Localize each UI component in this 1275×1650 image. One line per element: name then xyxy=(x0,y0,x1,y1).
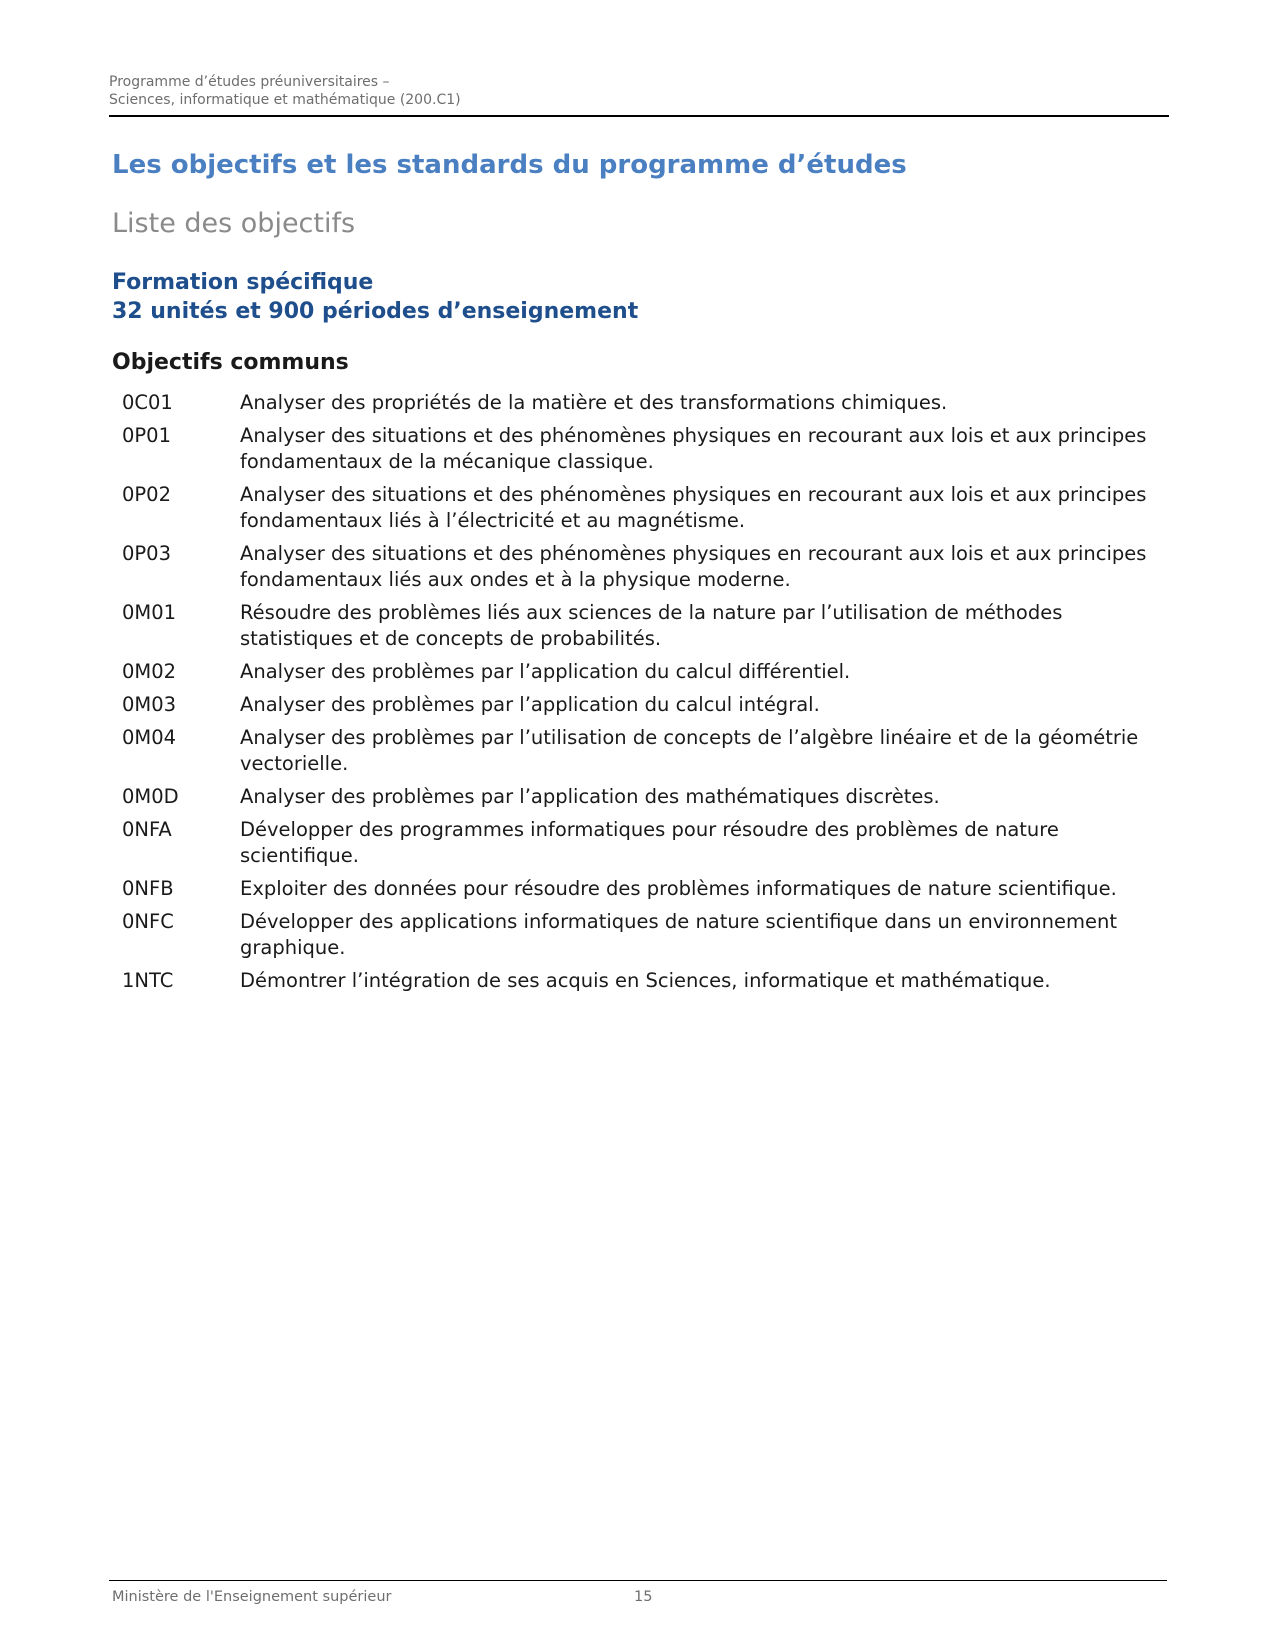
objective-row xyxy=(122,600,1162,652)
objective-code: 0M03 xyxy=(122,693,177,716)
objective-text: Analyser des problèmes par l’application des mathématiques discrètes. xyxy=(240,785,940,808)
objective-text: Analyser des problèmes par l’application du calcul intégral. xyxy=(240,693,820,716)
page-header xyxy=(109,73,1169,109)
objective-row xyxy=(122,659,1162,685)
objective-text: Démontrer l’intégration de ses acquis en Sciences, informatique et mathématique. xyxy=(240,969,1051,992)
page-subtitle: Liste des objectifs xyxy=(112,208,356,239)
objective-text: Analyser des problèmes par l’utilisation de concepts de l’algèbre linéaire et de la géométrie vectorielle. xyxy=(240,726,1139,775)
footer-rule xyxy=(109,1580,1167,1581)
objective-code: 0C01 xyxy=(122,391,173,414)
header-line-1: Programme d’études préuniversitaires – xyxy=(109,74,390,90)
formation-line-2: 32 unités et 900 périodes d’enseignement xyxy=(112,299,639,324)
objective-row xyxy=(122,482,1162,534)
objective-row xyxy=(122,909,1162,961)
objective-row xyxy=(122,692,1162,718)
objective-row xyxy=(122,390,1162,416)
objective-row xyxy=(122,784,1162,810)
objective-text: Analyser des problèmes par l’application du calcul différentiel. xyxy=(240,660,851,683)
formation-line-1: Formation spécifique xyxy=(112,270,374,295)
header-line-2: Sciences, informatique et mathématique (200.C1) xyxy=(109,92,461,108)
objective-code: 0NFC xyxy=(122,910,174,933)
objective-text: Analyser des situations et des phénomènes physiques en recourant aux lois et aux principes fondamentaux liés aux ondes et à la physique moderne. xyxy=(240,542,1147,591)
page-title: Les objectifs et les standards du programme d’études xyxy=(112,150,907,180)
objective-text: Développer des programmes informatiques pour résoudre des problèmes de nature scientifique. xyxy=(240,818,1059,867)
objective-row xyxy=(122,423,1162,475)
footer-ministry: Ministère de l'Enseignement supérieur xyxy=(112,1589,392,1605)
objective-text: Analyser des situations et des phénomènes physiques en recourant aux lois et aux principes fondamentaux de la mécanique classique. xyxy=(240,424,1147,473)
objective-row xyxy=(122,725,1162,777)
objective-code: 0P03 xyxy=(122,542,171,565)
objective-code: 0M0D xyxy=(122,785,179,808)
objective-code: 0NFB xyxy=(122,877,174,900)
header-rule xyxy=(109,115,1169,117)
section-heading: Objectifs communs xyxy=(112,350,349,375)
objective-code: 0M02 xyxy=(122,660,177,683)
objective-text: Développer des applications informatiques de nature scientifique dans un environnement graphique. xyxy=(240,910,1117,959)
objective-code: 0M04 xyxy=(122,726,177,749)
formation-heading xyxy=(112,268,638,326)
objective-code: 1NTC xyxy=(122,969,174,992)
objective-row xyxy=(122,817,1162,869)
objective-text: Analyser des propriétés de la matière et des transformations chimiques. xyxy=(240,391,948,414)
objective-text: Exploiter des données pour résoudre des problèmes informatiques de nature scientifique. xyxy=(240,877,1117,900)
objective-code: 0P02 xyxy=(122,483,171,506)
objective-text: Analyser des situations et des phénomènes physiques en recourant aux lois et aux principes fondamentaux liés à l’électricité et au magnétisme. xyxy=(240,483,1147,532)
objectives-list xyxy=(122,390,1162,1001)
objective-text: Résoudre des problèmes liés aux sciences de la nature par l’utilisation de méthodes statistiques et de concepts de probabilités. xyxy=(240,601,1063,650)
objective-code: 0NFA xyxy=(122,818,172,841)
objective-row xyxy=(122,541,1162,593)
page-number: 15 xyxy=(634,1589,653,1605)
objective-code: 0P01 xyxy=(122,424,171,447)
objective-row xyxy=(122,968,1162,994)
objective-code: 0M01 xyxy=(122,601,177,624)
objective-row xyxy=(122,876,1162,902)
